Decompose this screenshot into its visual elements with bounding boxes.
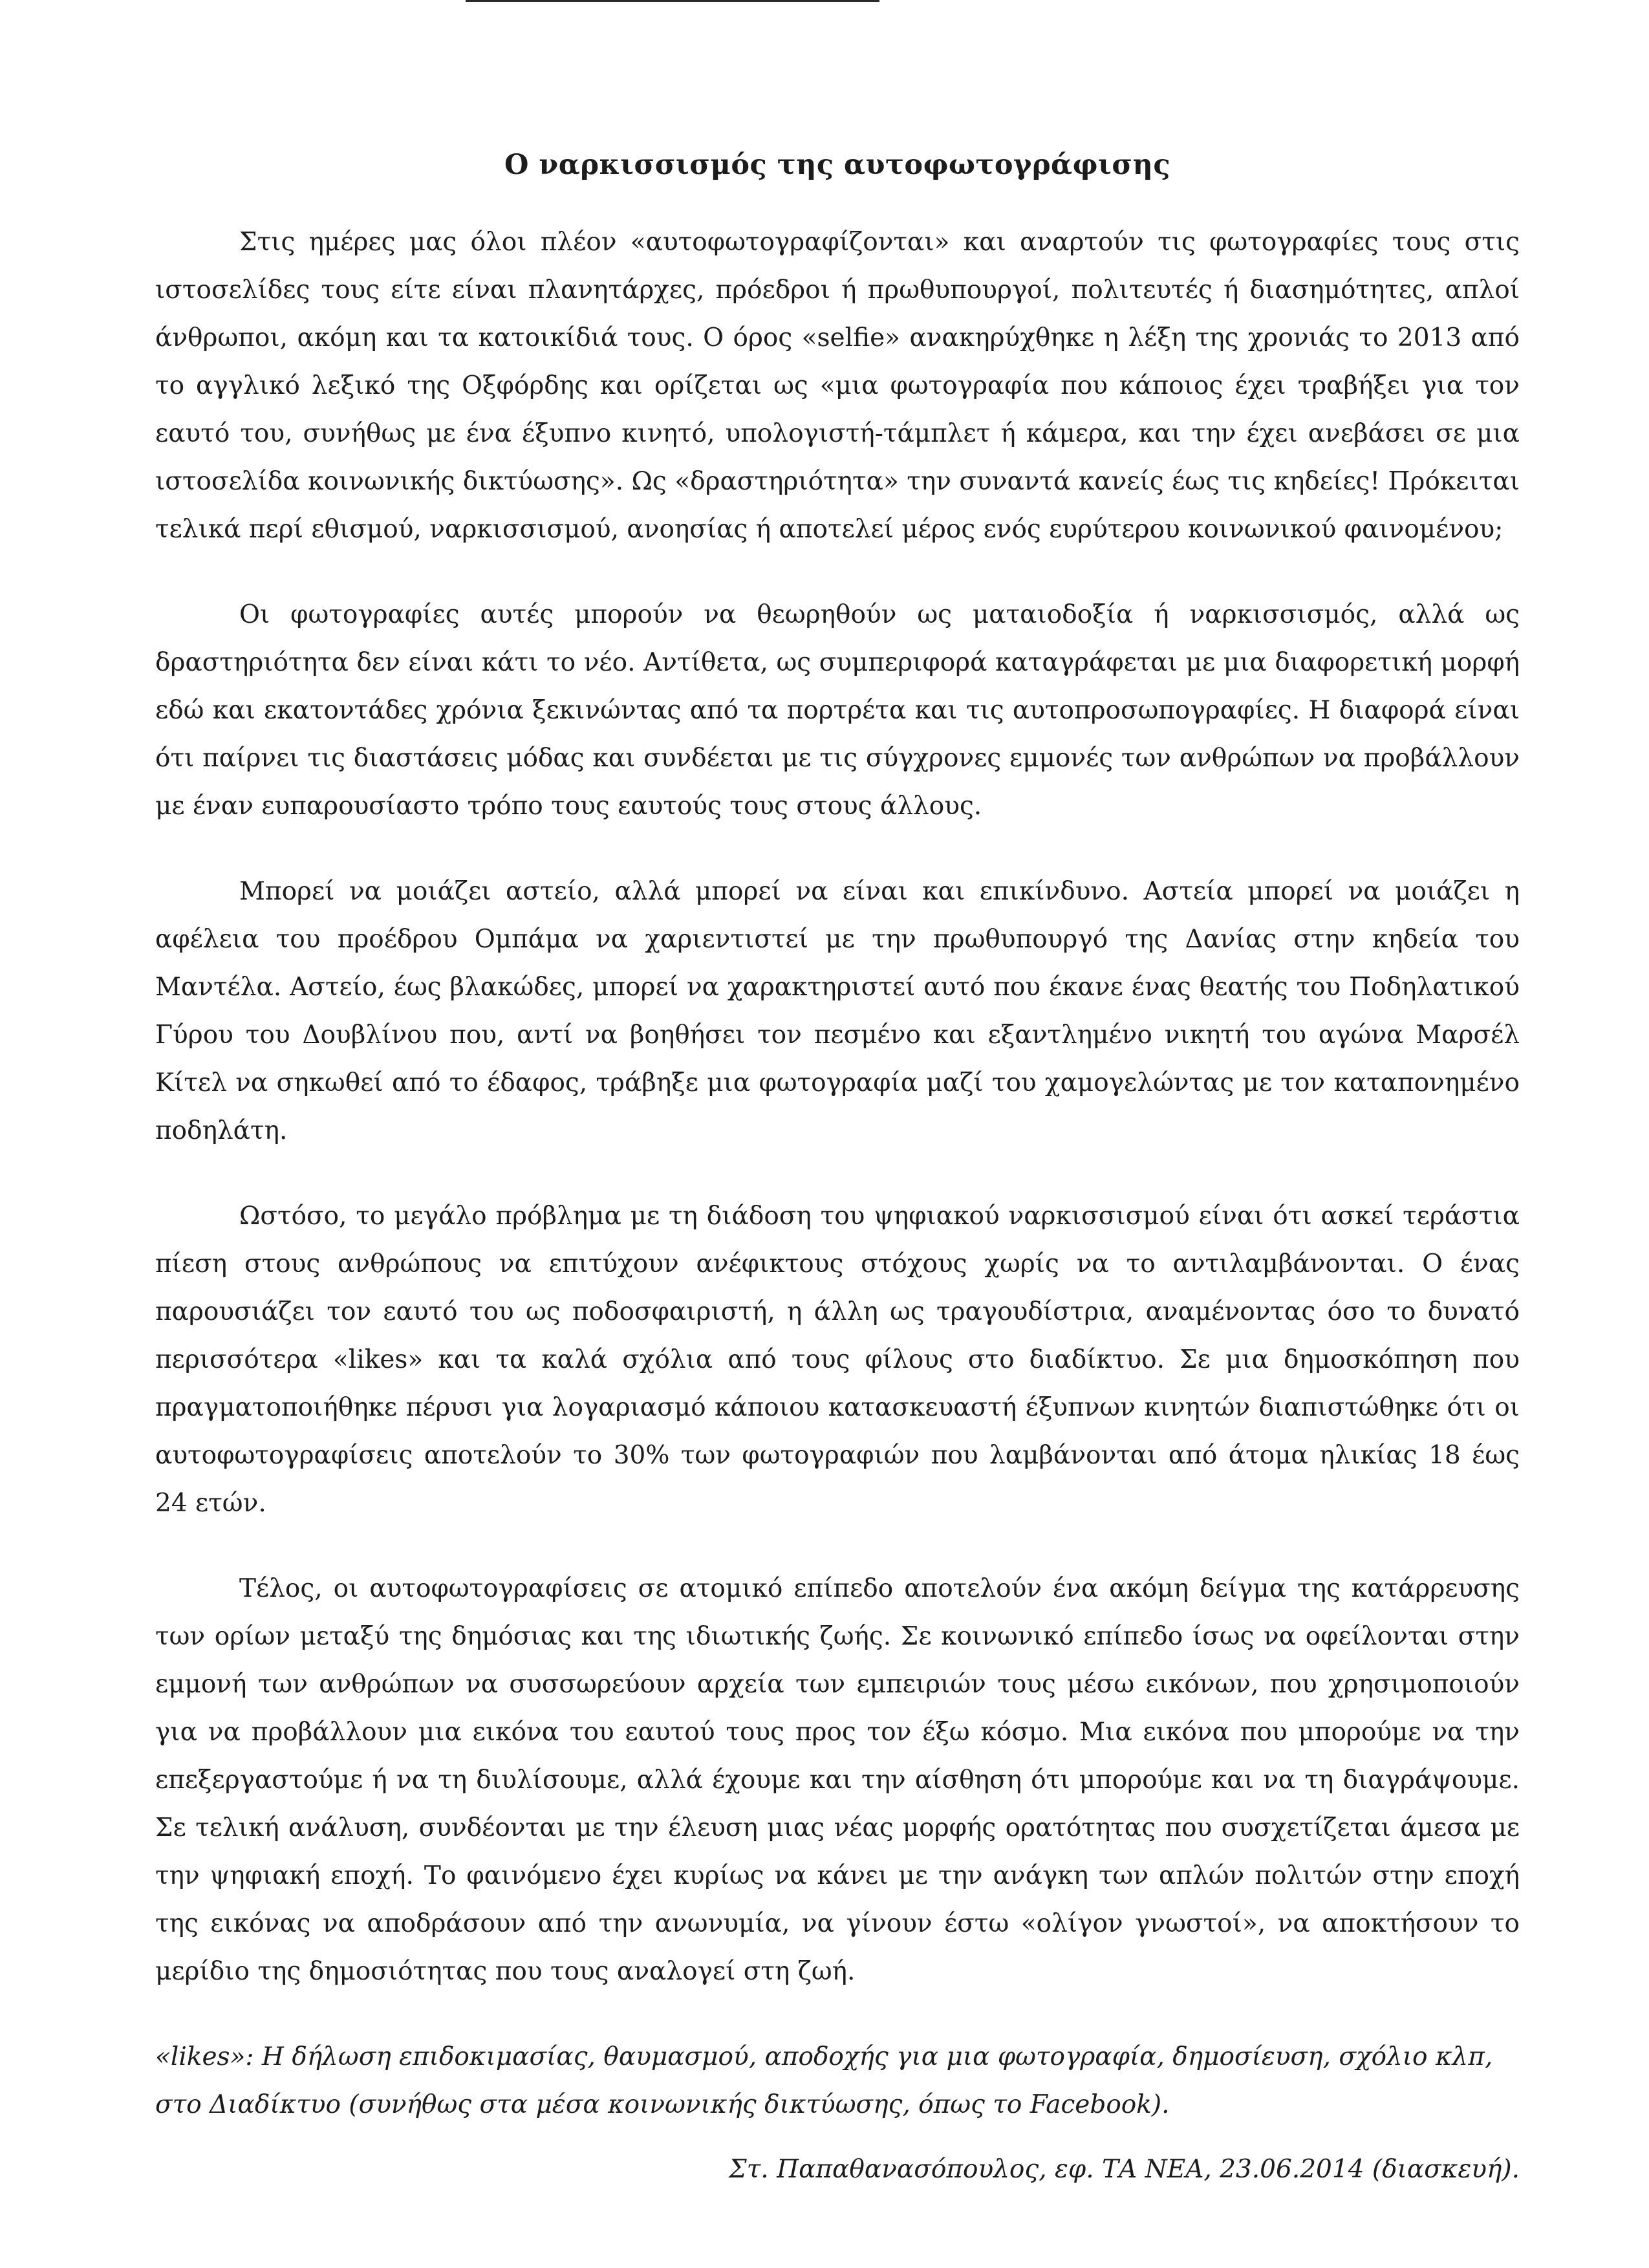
footnote-likes: «likes»: Η δήλωση επιδοκιμασίας, θαυμασμού, αποδοχής για μια φωτογραφία, δημοσίευση, σχόλιο κλπ, στο Διαδίκτυο (συνήθως στα μέσα κοινωνικής δικτύωσης, όπως το Facebook). xyxy=(155,2042,1493,2119)
paragraph-5: Τέλος, οι αυτοφωτογραφίσεις σε ατομικό επίπεδο αποτελούν ένα ακόμη δείγμα της κατάρρευσης των ορίων μεταξύ της δημόσιας και της ιδιωτικής ζωής. Σε κοινωνικό επίπεδο ίσως να οφείλονται στην εμμονή των ανθρώπων να συσσωρεύουν αρχεία των εμπειριών τους μέσω εικόνων, που χρησιμοποιούν για να προβάλλουν μια εικόνα του εαυτού τους προς τον έξω κόσμο. Μια εικόνα που μπορούμε να την επεξεργαστούμε ή να τη διυλίσουμε, αλλά έχουμε και την αίσθηση ότι μπορούμε και να τη διαγράψουμε. Σε τελική ανάλυση, συνδέονται με την έλευση μιας νέας μορφής ορατότητας που συσχετίζεται άμεσα με την ψηφιακή εποχή. Το φαινόμενο έχει κυρίως να κάνει με την ανάγκη των απλών πολιτών στην εποχή της εικόνας να αποδράσουν από την ανωνυμία, να γίνουν έστω «ολίγον γνωστοί», να αποκτήσουν το μερίδιο της δημοσιότητας που τους αναλογεί στη ζωή. xyxy=(155,1574,1520,1986)
document-page xyxy=(155,149,1520,2184)
source-signature: Στ. Παπαθανασόπουλος, εφ. ΤΑ ΝΕΑ, 23.06.2014 (διασκευή). xyxy=(729,2155,1520,2184)
paragraph-2: Οι φωτογραφίες αυτές μπορούν να θεωρηθούν ως ματαιοδοξία ή ναρκισσισμός, αλλά ως δραστηριότητα δεν είναι κάτι το νέο. Αντίθετα, ως συμπεριφορά καταγράφεται με μια διαφορετική μορφή εδώ και εκατοντάδες χρόνια ξεκινώντας από τα πορτρέτα και τις αυτοπροσωπογραφίες. Η διαφορά είναι ότι παίρνει τις διαστάσεις μόδας και συνδέεται με τις σύγχρονες εμμονές των ανθρώπων να προβάλλουν με έναν ευπαρουσίαστο τρόπο τους εαυτούς τους στους άλλους. xyxy=(155,600,1520,821)
paragraph-1: Στις ημέρες μας όλοι πλέον «αυτοφωτογραφίζονται» και αναρτούν τις φωτογραφίες τους στις ιστοσελίδες τους είτε είναι πλανητάρχες, πρόεδροι ή πρωθυπουργοί, πολιτευτές ή διασημότητες, απλοί άνθρωποι, ακόμη και τα κατοικίδιά τους. Ο όρος «selfie» ανακηρύχθηκε η λέξη της χρονιάς το 2013 από το αγγλικό λεξικό της Οξφόρδης και ορίζεται ως «μια φωτογραφία που κάποιος έχει τραβήξει για τον εαυτό του, συνήθως με ένα έξυπνο κινητό, υπολογιστή-τάμπλετ ή κάμερα, και την έχει ανεβάσει σε μια ιστοσελίδα κοινωνικής δικτύωσης». Ως «δραστηριότητα» την συναντά κανείς έως τις κηδείες! Πρόκειται τελικά περί εθισμού, ναρκισσισμού, ανοησίας ή αποτελεί μέρος ενός ευρύτερου κοινωνικού φαινομένου; xyxy=(155,228,1520,544)
document-title: Ο ναρκισσισμός της αυτοφωτογράφισης xyxy=(504,149,1170,181)
paragraph-4: Ωστόσο, το μεγάλο πρόβλημα με τη διάδοση του ψηφιακού ναρκισσισμού είναι ότι ασκεί τεράστια πίεση στους ανθρώπους να επιτύχουν ανέφικτους στόχους χωρίς να το αντιλαμβάνονται. Ο ένας παρουσιάζει τον εαυτό του ως ποδοσφαιριστή, η άλλη ως τραγουδίστρια, αναμένοντας όσο το δυνατό περισσότερα «likes» και τα καλά σχόλια από τους φίλους στο διαδίκτυο. Σε μια δημοσκόπηση που πραγματοποιήθηκε πέρυσι για λογαριασμό κάποιου κατασκευαστή έξυπνων κινητών διαπιστώθηκε ότι οι αυτοφωτογραφίσεις αποτελούν το 30% των φωτογραφιών που λαμβάνονται από άτομα ηλικίας 18 έως 24 ετών. xyxy=(155,1202,1520,1518)
top-rule xyxy=(466,0,879,2)
paragraph-3: Μπορεί να μοιάζει αστείο, αλλά μπορεί να είναι και επικίνδυνο. Αστεία μπορεί να μοιάζει η αφέλεια του προέδρου Ομπάμα να χαριεντιστεί με την πρωθυπουργό της Δανίας στην κηδεία του Μαντέλα. Αστείο, έως βλακώδες, μπορεί να χαρακτηριστεί αυτό που έκανε ένας θεατής του Ποδηλατικού Γύρου του Δουβλίνου που, αντί να βοηθήσει τον πεσμένο και εξαντλημένο νικητή του αγώνα Μαρσέλ Κίτελ να σηκωθεί από το έδαφος, τράβηξε μια φωτογραφία μαζί του χαμογελώντας με τον καταπονημένο ποδηλάτη. xyxy=(155,877,1520,1145)
